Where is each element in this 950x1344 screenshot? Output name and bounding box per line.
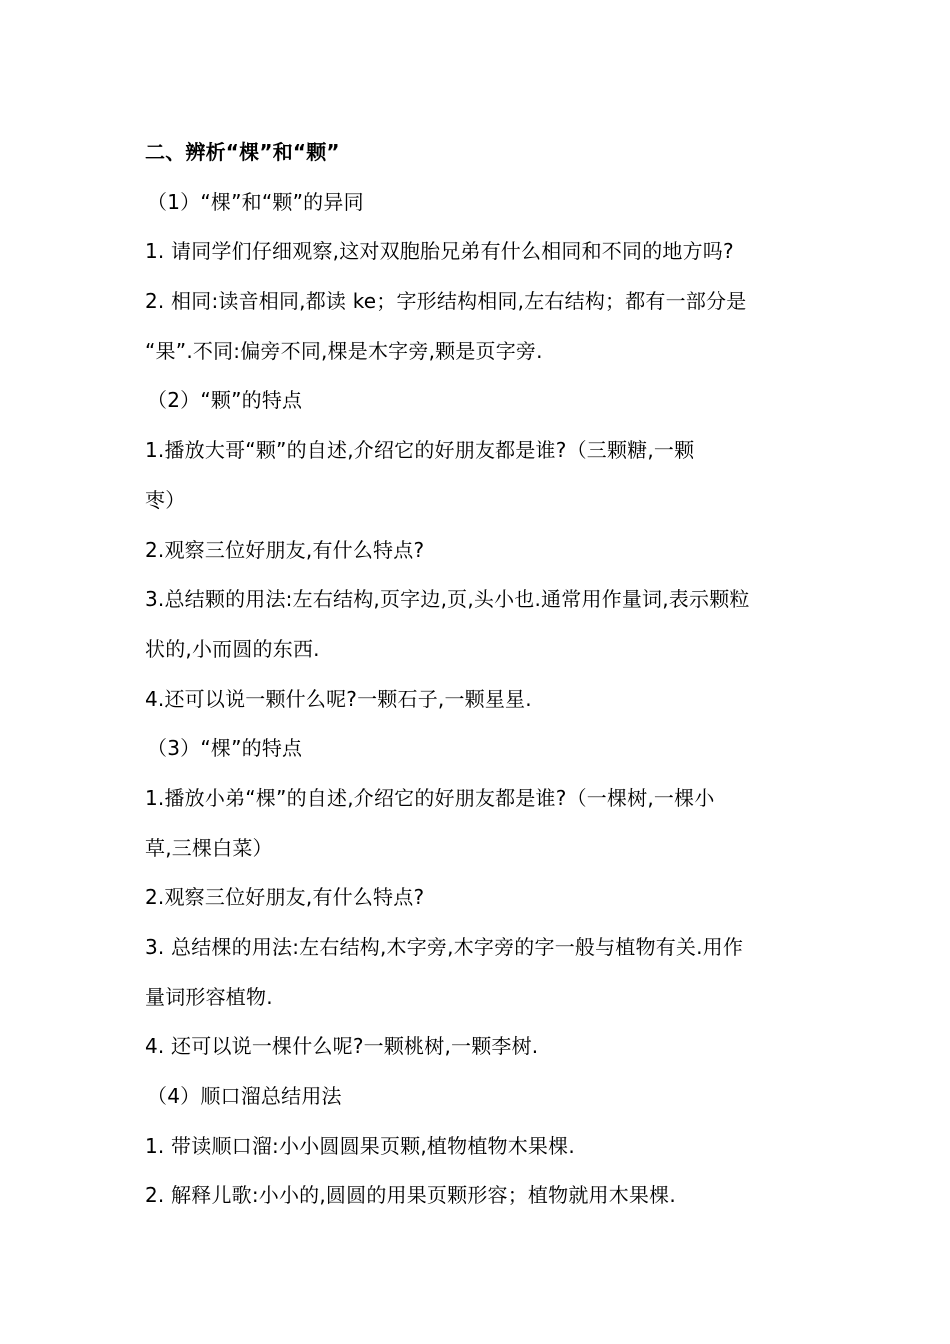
paragraph-line: 2. 相同:读音相同,都读 ke；字形结构相同,左右结构；都有一部分是 bbox=[145, 289, 747, 314]
paragraph-line: 3. 总结棵的用法:左右结构,木字旁,木字旁的字一般与植物有关.用作 bbox=[145, 935, 744, 959]
paragraph-line: 1. 带读顺口溜:小小圆圆果页颗,植物植物木果棵. bbox=[145, 1133, 575, 1158]
paragraph-line: 3.总结颗的用法:左右结构,页字边,页,头小也.通常用作量词,表示颗粒 bbox=[145, 587, 750, 612]
paragraph-line: 4.还可以说一颗什么呢?一颗石子,一颗星星. bbox=[145, 686, 532, 711]
subsection-title-4: （4）顺口溜总结用法 bbox=[147, 1084, 342, 1109]
section-heading: 二、辨析“棵”和“颗” bbox=[145, 140, 340, 164]
subsection-title-3: （3）“棵”的特点 bbox=[147, 736, 303, 761]
paragraph-line: 1. 请同学们仔细观察,这对双胞胎兄弟有什么相同和不同的地方吗? bbox=[145, 239, 734, 264]
paragraph-line: 量词形容植物. bbox=[145, 984, 273, 1009]
subsection-title-2: （2）“颗”的特点 bbox=[147, 388, 303, 413]
paragraph-line: 1.播放大哥“颗”的自述,介绍它的好朋友都是谁?（三颗糖,一颗 bbox=[145, 438, 695, 463]
paragraph-line: 枣） bbox=[145, 487, 186, 512]
paragraph-line: 4. 还可以说一棵什么呢?一颗桃树,一颗李树. bbox=[145, 1034, 539, 1059]
paragraph-line: 2. 解释儿歌:小小的,圆圆的用果页颗形容；植物就用木果棵. bbox=[145, 1183, 676, 1208]
paragraph-line: “果”.不同:偏旁不同,棵是木字旁,颗是页字旁. bbox=[145, 338, 543, 363]
paragraph-line: 2.观察三位好朋友,有什么特点? bbox=[145, 537, 425, 562]
paragraph-line: 草,三棵白菜） bbox=[145, 835, 273, 860]
paragraph-line: 1.播放小弟“棵”的自述,介绍它的好朋友都是谁?（一棵树,一棵小 bbox=[145, 785, 715, 810]
subsection-title-1: （1）“棵”和“颗”的异同 bbox=[147, 189, 364, 214]
paragraph-line: 2.观察三位好朋友,有什么特点? bbox=[145, 885, 425, 910]
document-body bbox=[145, 128, 810, 1221]
paragraph-line: 状的,小而圆的东西. bbox=[145, 636, 320, 661]
